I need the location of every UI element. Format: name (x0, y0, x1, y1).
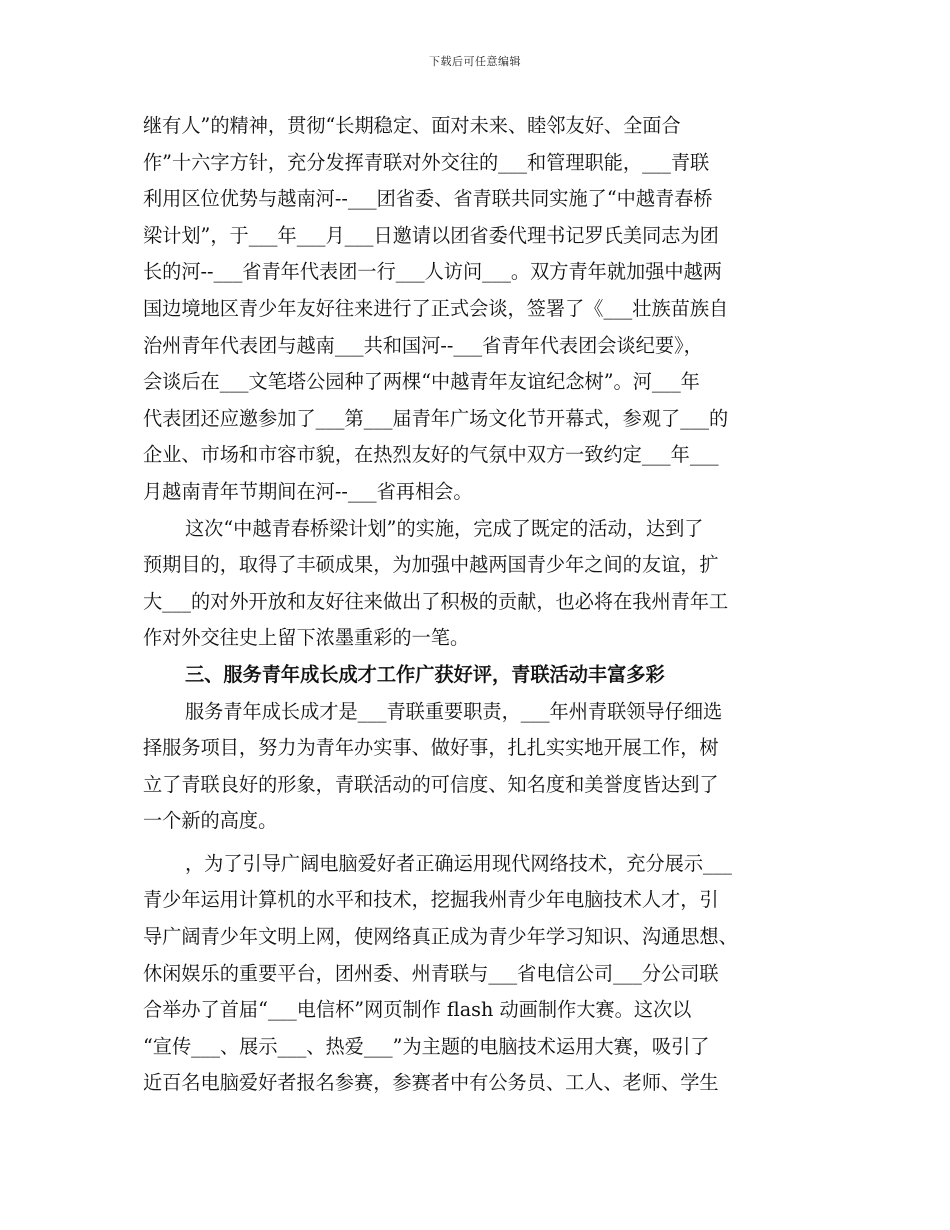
text-line: 近百名电脑爱好者报名参赛，参赛者中有公务员、工人、老师、学生 (143, 1071, 719, 1095)
text-line: “宣传___、展示___、热爱___”为主题的电脑技术运用大赛，吸引了 (143, 1034, 710, 1058)
text-line: 导广阔青少年文明上网，使网络真正成为青少年学习知识、沟通思想、 (143, 925, 738, 949)
text-line: 立了青联良好的形象，青联活动的可信度、知名度和美誉度皆达到了 (143, 772, 719, 796)
text-line: 治州青年代表团与越南___共和国河--___省青年代表团会谈纪要》， (143, 333, 703, 357)
text-line: 休闲娱乐的重要平台，团州委、州青联与___省电信公司___分公司联 (143, 961, 719, 985)
text-line: 代表团还应邀参加了___第___届青年广场文化节开幕式，参观了___的 (143, 406, 729, 430)
text-line: 合举办了首届“___电信杯”网页制作 flash 动画制作大赛。这次以 (143, 998, 692, 1022)
paragraph-4 (143, 846, 813, 1102)
text-line: 月越南青年节期间在河--___省再相会。 (143, 479, 473, 503)
document-body (143, 108, 813, 1102)
paragraph-2 (143, 511, 813, 657)
text-line: 梁计划”，于___年___月___日邀请以团省委代理书记罗氏美同志为团 (143, 223, 719, 247)
text-line: 服务青年成长成才是___青联重要职责，___年州青联领导仔细选 (185, 699, 723, 723)
text-line: 预期目的，取得了丰硕成果，为加强中越两国青少年之间的友谊，扩 (143, 553, 719, 577)
text-line: 青少年运用计算机的水平和技术，挖掘我州青少年电脑技术人才，引 (143, 888, 719, 912)
text-line: 会谈后在___文笔塔公园种了两棵“中越青年友谊纪念树”。河___年 (143, 370, 700, 394)
text-line: 这次“中越青春桥梁计划”的实施，完成了既定的活动，达到了 (185, 516, 704, 540)
paragraph-1 (143, 108, 813, 511)
section-heading: 三、服务青年成长成才工作广获好评，青联活动丰富多彩 (185, 662, 665, 686)
text-line: 作对外交往史上留下浓墨重彩的一笔。 (143, 626, 470, 650)
text-line: 利用区位优势与越南河--___团省委、省青联共同实施了“中越青春桥 (143, 187, 713, 211)
text-line: 继有人”的精神，贯彻“长期稳定、面对未来、睦邻友好、全面合 (143, 114, 681, 137)
page-header: 下载后可任意编辑 (429, 55, 521, 68)
text-line: 国边境地区青少年友好往来进行了正式会谈，签署了《___壮族苗族自 (143, 296, 729, 320)
text-line: 一个新的高度。 (143, 809, 278, 833)
text-line: 企业、市场和市容市貌，在热烈友好的气氛中双方一致约定___年___ (143, 443, 719, 467)
text-line: ，为了引导广阔电脑爱好者正确运用现代网络技术，充分展示___ (185, 851, 732, 875)
paragraph-3 (143, 694, 813, 840)
text-line: 作”十六字方针，充分发挥青联对外交往的___和管理职能，___青联 (143, 150, 710, 174)
text-line: 择服务项目，努力为青年办实事、做好事，扎扎实实地开展工作，树 (143, 736, 719, 760)
text-line: 长的河--___省青年代表团一行___人访问___。双方青年就加强中越两 (143, 260, 722, 284)
text-line: 大___的对外开放和友好往来做出了积极的贡献，也必将在我州青年工 (143, 589, 729, 613)
